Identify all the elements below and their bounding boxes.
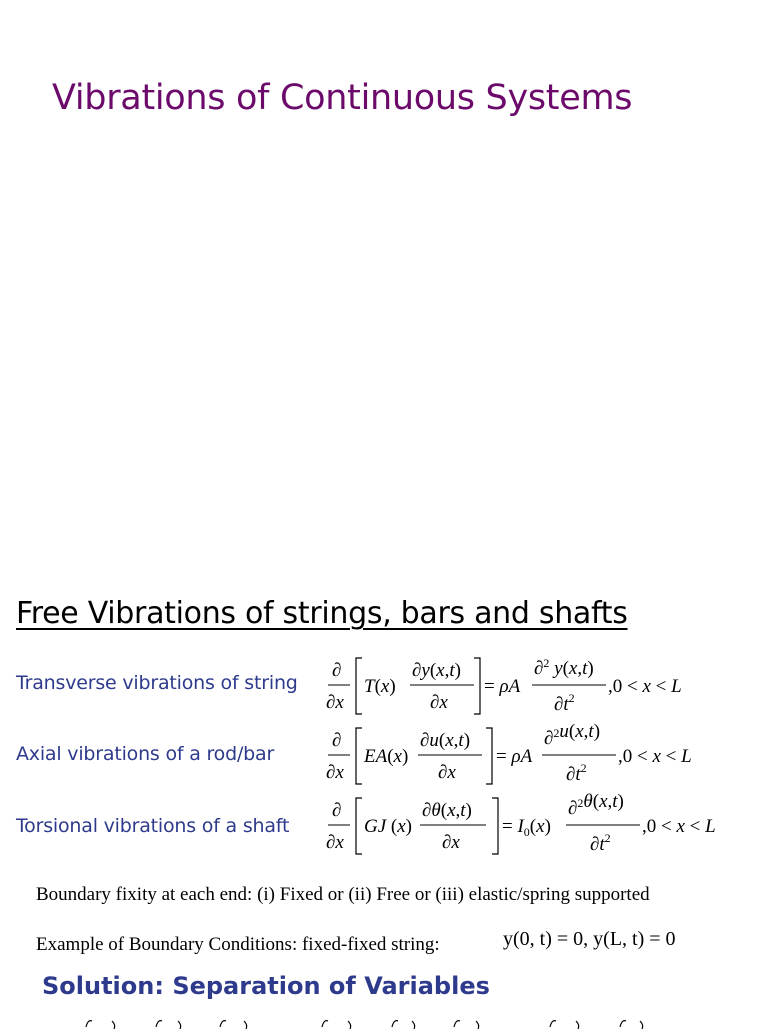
svg-text:∂x: ∂x [326, 762, 344, 783]
boundary-equation-text: y(0, t) = 0, y(L, t) = 0 [503, 928, 676, 950]
solution-heading: Solution: Separation of Variables [42, 972, 490, 1000]
svg-text:∂2θ(x,t): ∂$^2$θ(x,t) [568, 791, 624, 819]
svg-text:= ρA: = ρA [496, 746, 533, 767]
svg-text:GJ (x): GJ (x) [364, 816, 412, 837]
svg-text:,0 < x < L: ,0 < x < L [642, 816, 716, 837]
svg-text:∂t2: $\partial t^2$ [566, 761, 587, 785]
svg-text:∂x: ∂x [430, 692, 448, 713]
svg-text:∂2u(x,t): ∂$^2$u(x,t) [544, 721, 601, 749]
string-wave-equation [322, 652, 742, 722]
svg-text:,0 < x < L: ,0 < x < L [618, 746, 692, 767]
svg-text:∂y(x,t): ∂y(x,t) [412, 660, 461, 681]
svg-text:∂t2: $\partial t^2$ [554, 691, 575, 715]
svg-text:∂t2: $\partial t^2$ [590, 831, 611, 855]
boundary-fixity-text: Boundary fixity at each end: (i) Fixed or (ii) Free or (iii) elastic/spring supported [36, 884, 650, 905]
svg-text:∂2 y(x,t): ∂$^2$ y(x,t) [534, 656, 594, 679]
svg-text:∂: ∂ [332, 730, 342, 751]
boundary-example-text: Example of Boundary Conditions: fixed-fixed string: [36, 934, 440, 955]
svg-text:= ρA: = ρA [484, 676, 521, 697]
svg-text:∂x: ∂x [326, 692, 344, 713]
slide-title: Vibrations of Continuous Systems [52, 78, 633, 118]
svg-text:∂: ∂ [332, 660, 342, 681]
svg-text:∂x: ∂x [442, 832, 460, 853]
section-title: Free Vibrations of strings, bars and shafts [16, 596, 628, 631]
svg-text:= I0(x): = $I_0(x)$ [502, 816, 551, 839]
cut-off-equation-fragment [60, 1014, 700, 1026]
svg-text:∂x: ∂x [438, 762, 456, 783]
string-vibration-label: Transverse vibrations of string [16, 672, 298, 694]
fixed-fixed-boundary-equation [503, 928, 676, 951]
svg-text:EA(x): EA(x) [364, 746, 409, 767]
svg-text:∂u(x,t): ∂u(x,t) [420, 730, 471, 751]
shaft-vibration-label: Torsional vibrations of a shaft [16, 815, 290, 837]
svg-text:∂x: ∂x [326, 832, 344, 853]
bar-wave-equation [322, 722, 742, 792]
svg-text:,0 < x < L: ,0 < x < L [608, 676, 682, 697]
bar-vibration-label: Axial vibrations of a rod/bar [16, 743, 275, 765]
svg-text:T(x): T(x) [364, 676, 396, 697]
svg-text:∂θ(x,t): ∂θ(x,t) [422, 800, 472, 821]
shaft-wave-equation [322, 792, 742, 862]
svg-text:∂: ∂ [332, 800, 342, 821]
